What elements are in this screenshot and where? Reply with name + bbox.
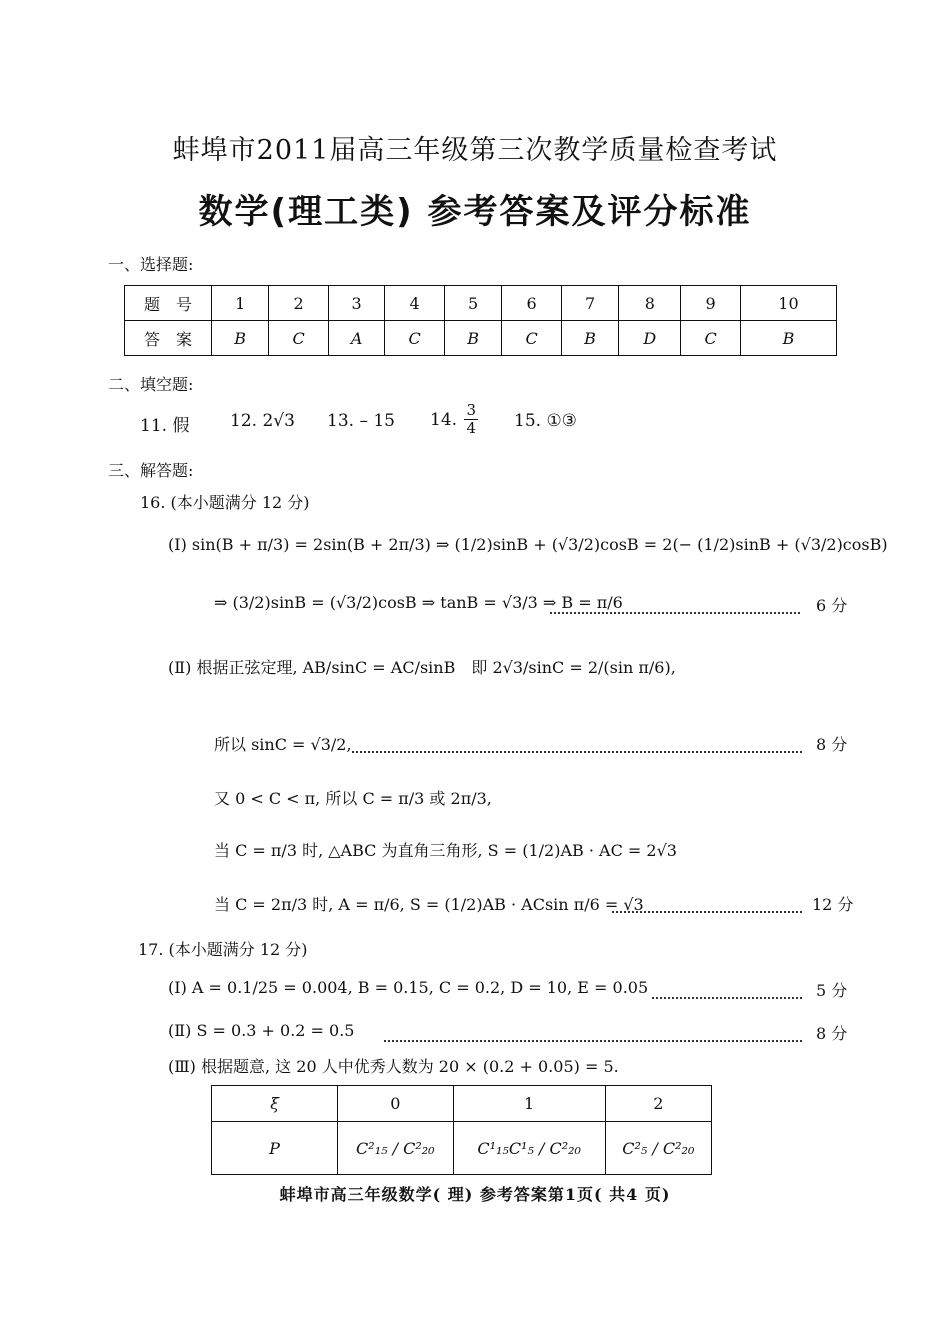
q17-line3: (Ⅲ) 根据题意, 这 20 人中优秀人数为 20 × (0.2 + 0.05) = 5. bbox=[168, 1057, 619, 1076]
xi-header: ξ bbox=[212, 1086, 338, 1122]
fill-q14-numerator: 3 bbox=[466, 401, 476, 419]
row-header-number: 题 号 bbox=[125, 286, 212, 321]
answer-cell: D bbox=[619, 321, 681, 356]
section2-label: 二、填空题: bbox=[108, 375, 194, 394]
fill-q14 bbox=[430, 402, 480, 438]
distribution-table bbox=[211, 1085, 712, 1175]
fill-q12: 12. 2√3 bbox=[230, 411, 295, 431]
q16-line4: 所以 sinC = √3/2, bbox=[214, 735, 352, 754]
fill-q13: 13. – 15 bbox=[327, 411, 395, 431]
section3-label: 三、解答题: bbox=[108, 461, 194, 480]
probability-cell: C¹₁₅C¹₅ / C²₂₀ bbox=[453, 1122, 605, 1175]
xi-value-cell: 2 bbox=[605, 1086, 711, 1122]
page-footer: 蚌埠市高三年级数学( 理) 参考答案第1页( 共4 页) bbox=[279, 1185, 671, 1204]
p-header: P bbox=[212, 1122, 338, 1175]
row-header-answer: 答 案 bbox=[125, 321, 212, 356]
answer-cell: B bbox=[212, 321, 269, 356]
q16-score-6: 6 分 bbox=[816, 596, 848, 615]
xi-value-cell: 1 bbox=[453, 1086, 605, 1122]
q16-line2: ⇒ (3/2)sinB = (√3/2)cosB ⇒ tanB = √3/3 ⇒ B = π/6 bbox=[214, 593, 623, 612]
leader-dots bbox=[652, 997, 802, 999]
q16-score-12: 12 分 bbox=[812, 895, 854, 914]
question-number-cell: 4 bbox=[385, 286, 445, 321]
probability-cell: C²₁₅ / C²₂₀ bbox=[338, 1122, 454, 1175]
answer-cell: A bbox=[328, 321, 384, 356]
answer-cell: C bbox=[681, 321, 741, 356]
q16-score-8: 8 分 bbox=[816, 735, 848, 754]
q16-line1: (Ⅰ) sin(B + π/3) = 2sin(B + 2π/3) ⇒ (1/2)sinB + (√3/2)cosB = 2(− (1/2)sinB + (√3/2)cosB) bbox=[168, 535, 888, 554]
probability-cell: C²₅ / C²₂₀ bbox=[605, 1122, 711, 1175]
fill-q14-label: 14. bbox=[430, 409, 458, 430]
fill-q15: 15. ①③ bbox=[514, 411, 577, 431]
leader-dots bbox=[550, 612, 800, 614]
answer-cell: B bbox=[561, 321, 618, 356]
answer-cell: C bbox=[502, 321, 562, 356]
q16-line3: (Ⅱ) 根据正弦定理, AB/sinC = AC/sinB 即 2√3/sinC = 2/(sin π/6), bbox=[168, 658, 676, 677]
leader-dots bbox=[352, 751, 802, 753]
question-number-cell: 2 bbox=[269, 286, 329, 321]
question-number-cell: 8 bbox=[619, 286, 681, 321]
question-number-cell: 1 bbox=[212, 286, 269, 321]
question-number-cell: 9 bbox=[681, 286, 741, 321]
q16-line5: 又 0 < C < π, 所以 C = π/3 或 2π/3, bbox=[214, 789, 492, 808]
answer-key-title: 数学(理工类) 参考答案及评分标准 bbox=[198, 192, 752, 232]
q17-score-8: 8 分 bbox=[816, 1024, 848, 1043]
section1-label: 一、选择题: bbox=[108, 255, 194, 274]
q17-line1: (Ⅰ) A = 0.1/25 = 0.004, B = 0.15, C = 0.2, D = 10, E = 0.05 bbox=[168, 978, 649, 997]
answer-cell: C bbox=[269, 321, 329, 356]
q17-line2: (Ⅱ) S = 0.3 + 0.2 = 0.5 bbox=[168, 1021, 355, 1040]
question-number-cell: 3 bbox=[328, 286, 384, 321]
q16-line6: 当 C = π/3 时, △ABC 为直角三角形, S = (1/2)AB · AC = 2√3 bbox=[214, 841, 677, 860]
exam-title: 蚌埠市2011届高三年级第三次教学质量检查考试 bbox=[172, 135, 778, 166]
fill-q14-denominator: 4 bbox=[466, 419, 476, 438]
question-number-cell: 7 bbox=[561, 286, 618, 321]
choice-answer-table bbox=[124, 285, 837, 356]
q16-heading: 16. (本小题满分 12 分) bbox=[140, 493, 310, 512]
question-number-cell: 6 bbox=[502, 286, 562, 321]
xi-value-cell: 0 bbox=[338, 1086, 454, 1122]
q17-heading: 17. (本小题满分 12 分) bbox=[138, 940, 308, 959]
leader-dots bbox=[612, 911, 802, 913]
q17-score-5: 5 分 bbox=[816, 981, 848, 1000]
q16-line7: 当 C = 2π/3 时, A = π/6, S = (1/2)AB · ACsin π/6 = √3 bbox=[214, 895, 644, 914]
question-number-cell: 5 bbox=[444, 286, 501, 321]
question-number-cell: 10 bbox=[740, 286, 836, 321]
answer-cell: B bbox=[444, 321, 501, 356]
fill-q11: 11. 假 bbox=[140, 416, 190, 436]
answer-cell: B bbox=[740, 321, 836, 356]
answer-cell: C bbox=[385, 321, 445, 356]
leader-dots bbox=[384, 1040, 802, 1042]
